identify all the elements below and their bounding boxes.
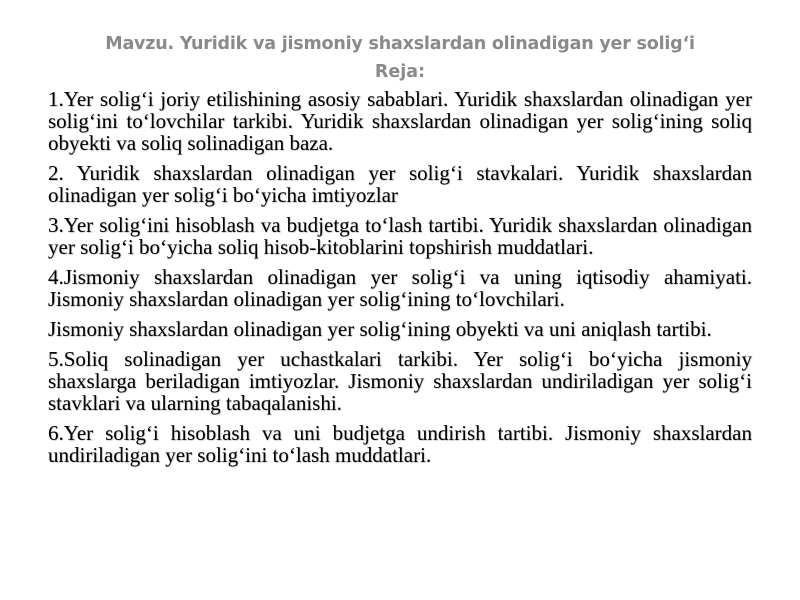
plan-item: Jismoniy shaxslardan olinadigan yer solig‘ining obyekti va uni aniqlash tartibi. — [48, 317, 712, 341]
slide-title: Mavzu. Yuridik va jismoniy shaxslardan olinadigan yer solig‘i — [105, 34, 695, 54]
slide-subtitle: Reja: — [374, 62, 426, 82]
plan-item: 1.Yer solig‘i joriy etilishining asosiy sabablari. Yuridik shaxslardan olinadigan yer solig‘ini to‘lovchilar tarkibi. Yuridik shaxslardan olinadigan yer solig‘ining soliq obyekti va soliq solinadigan baza. — [48, 87, 752, 155]
plan-item: 5.Soliq solinadigan yer uchastkalari tarkibi. Yer solig‘i bo‘yicha jismoniy shaxslarga beriladigan imtiyozlar. Jismoniy shaxslardan undiriladigan yer solig‘i stavklari va ularning tabaqalanishi. — [48, 347, 752, 415]
plan-item: 4.Jismoniy shaxslardan olinadigan yer solig‘i va uning iqtisodiy ahamiyati. Jismoniy shaxslardan olinadigan yer solig‘ining to‘lovchilari. — [48, 265, 752, 311]
plan-list — [48, 88, 752, 466]
plan-item: 6.Yer solig‘i hisoblash va uni budjetga undirish tartibi. Jismoniy shaxslardan undiriladigan yer solig‘ini to‘lash muddatlari. — [48, 421, 752, 467]
plan-item: 3.Yer solig‘ini hisoblash va budjetga to‘lash tartibi. Yuridik shaxslardan olinadigan yer solig‘i bo‘yicha soliq hisob-kitoblarini topshirish muddatlari. — [48, 213, 752, 259]
plan-item: 2. Yuridik shaxslardan olinadigan yer solig‘i stavkalari. Yuridik shaxslardan olinadigan yer solig‘i bo‘yicha imtiyozlar — [48, 161, 752, 207]
